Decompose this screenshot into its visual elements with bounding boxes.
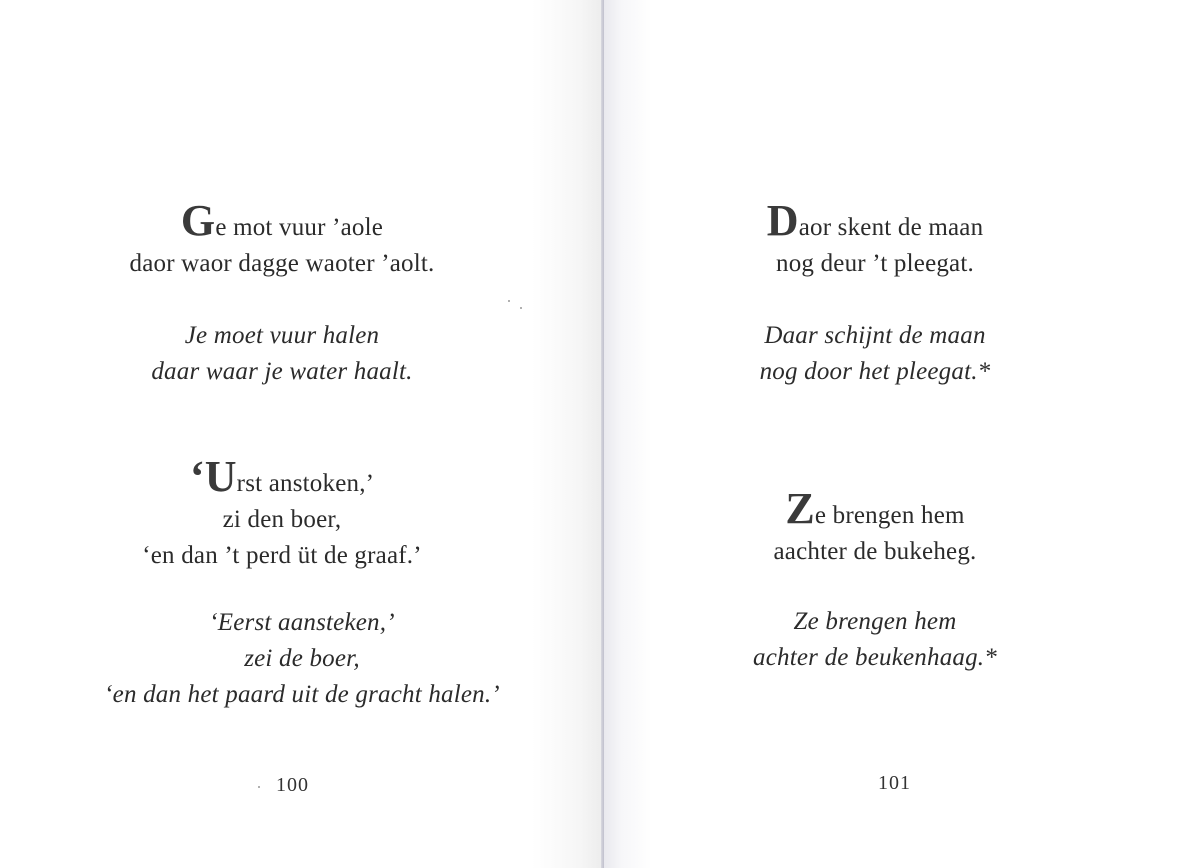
verse-text: aor skent de maan	[798, 214, 984, 241]
drop-cap-quote: ‘	[189, 452, 205, 501]
page-number-right: 101	[878, 772, 911, 794]
left-stanza1-translation	[92, 318, 472, 390]
right-stanza2-dialect	[730, 484, 1020, 570]
translation-line: ‘Eerst aansteken,’	[209, 609, 395, 636]
translation-line: zei de boer,	[244, 645, 360, 672]
translation-line: daar waar je water haalt.	[151, 358, 413, 385]
right-stanza1-line1	[730, 196, 1020, 246]
left-stanza1-dialect	[92, 196, 472, 282]
right-stanza2-line1	[730, 484, 1020, 534]
verse-line: zi den boer,	[222, 506, 342, 533]
paper-speck	[520, 307, 522, 309]
left-stanza1-line2: daor waor dagge waoter ’aolt.	[129, 250, 435, 277]
verse-text: e brengen hem	[814, 502, 965, 529]
drop-cap: G	[180, 196, 216, 245]
right-stanza1-dialect	[730, 196, 1020, 282]
translation-line: achter de beukenhaag.*	[753, 644, 997, 671]
translation-line: Daar schijnt de maan	[764, 322, 986, 349]
drop-cap: U	[204, 452, 237, 501]
verse-line: ‘en dan ’t perd üt de graaf.’	[142, 542, 422, 569]
drop-cap: Z	[785, 484, 815, 533]
translation-line: ‘en dan het paard uit de gracht halen.’	[104, 681, 500, 708]
verse-line: nog deur ’t pleegat.	[776, 250, 974, 277]
paper-speck	[508, 300, 510, 302]
left-stanza2-translation	[62, 605, 542, 713]
drop-cap: D	[766, 196, 799, 245]
translation-line: Je moet vuur halen	[184, 322, 380, 349]
page-number-left: 100	[276, 774, 309, 796]
translation-line: nog door het pleegat.*	[759, 358, 991, 385]
right-stanza1-translation	[730, 318, 1020, 390]
verse-line: aachter de bukeheg.	[773, 538, 977, 565]
verse-text: e mot vuur ’aole	[215, 214, 384, 241]
left-stanza2-dialect	[72, 452, 492, 574]
left-stanza1-line1	[92, 196, 472, 246]
paper-speck	[258, 786, 260, 788]
right-page	[604, 0, 1200, 868]
left-stanza2-line1	[72, 452, 492, 502]
verse-text: rst anstoken,’	[236, 470, 375, 497]
translation-line: Ze brengen hem	[793, 608, 957, 635]
right-stanza2-translation	[730, 604, 1020, 676]
